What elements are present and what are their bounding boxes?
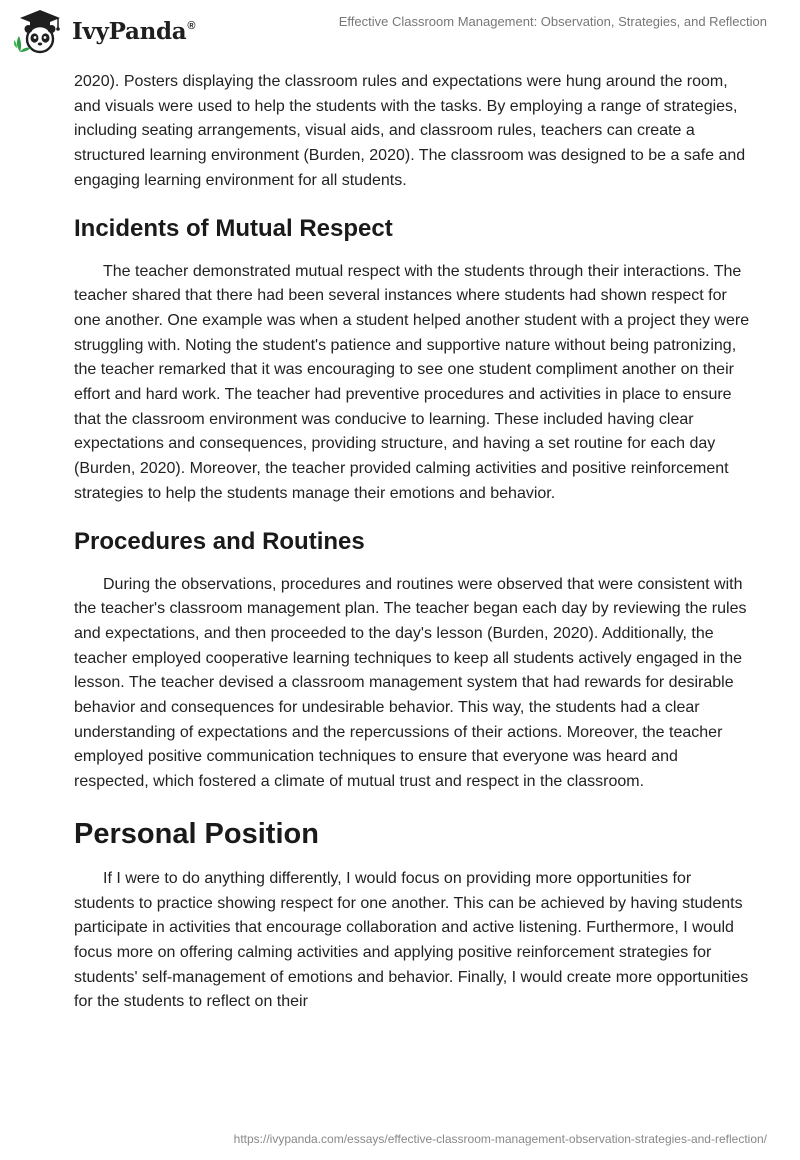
paragraph-incidents-of-mutual-respect: The teacher demonstrated mutual respect with the students through their interactions. The teacher shared that there had been several instances where students had shown respect for one another. One example was when a student helped another student with a project they were struggling with. Noting the student's patience and supportive nature without being patronizing, the teacher remarked that it was encouraging to see one student compliment another on their effort and hard work. The teacher had preventive procedures and activities in place to ensure that the classroom environment was conducive to learning. These included having clear expectations and consequences, providing structure, and having a set routine for each day (Burden, 2020). Moreover, the teacher provided calming activities and positive reinforcement strategies to help the students manage their emotions and behavior.: [74, 262, 750, 502]
heading-incidents-of-mutual-respect: Incidents of Mutual Respect: [74, 214, 393, 242]
brand-text: IvyPanda: [72, 17, 187, 45]
registered-mark: ®: [187, 19, 196, 32]
paragraph-procedures-and-routines: During the observations, procedures and routines were observed that were consistent with the teacher's classroom management plan. The teacher began each day by reviewing the rules and expectations, and then proceeded to the day's lesson (Burden, 2020). Additionally, the teacher employed cooperative learning techniques to keep all students actively engaged in the lesson. The teacher devised a classroom management system that had rewards for desirable behavior and consequences for undesirable behavior. This way, the students had a clear understanding of expectations and the repercussions of their actions. Moreover, the teacher employed positive communication techniques to ensure that everyone was heard and respected, which fostered a climate of mutual trust and respect in the classroom.: [74, 575, 747, 791]
heading-procedures-and-routines: Procedures and Routines: [74, 527, 365, 555]
running-title: Effective Classroom Management: Observation, Strategies, and Reflection: [338, 14, 767, 29]
essay-content: [74, 70, 754, 1015]
paragraph-personal-position: If I were to do anything differently, I would focus on providing more opportunities for students to practice showing respect for one another. This can be achieved by having students participate in activities that encourage collaboration and active listening. Furthermore, I would focus more on offering calming activities and applying positive reinforcement strategies for students' self-management of emotions and behavior. Finally, I would create more opportunities for the students to reflect on their: [74, 869, 749, 1011]
ivypanda-logo[interactable]: [14, 8, 224, 54]
page-header: [0, 0, 800, 60]
intro-paragraph: 2020). Posters displaying the classroom rules and expectations were hung around the room, and visuals were used to help the students with the tasks. By employing a range of strategies, including seating arrangements, visual aids, and classroom rules, teachers can create a structured learning environment (Burden, 2020). The classroom was designed to be a safe and engaging learning environment for all students.: [74, 73, 746, 189]
brand-name: [72, 18, 195, 45]
panda-graduate-logo-icon: [14, 8, 66, 54]
heading-personal-position: Personal Position: [74, 817, 319, 850]
source-url[interactable]: https://ivypanda.com/essays/effective-classroom-management-observation-strategies-and-reflection/: [233, 1132, 767, 1146]
